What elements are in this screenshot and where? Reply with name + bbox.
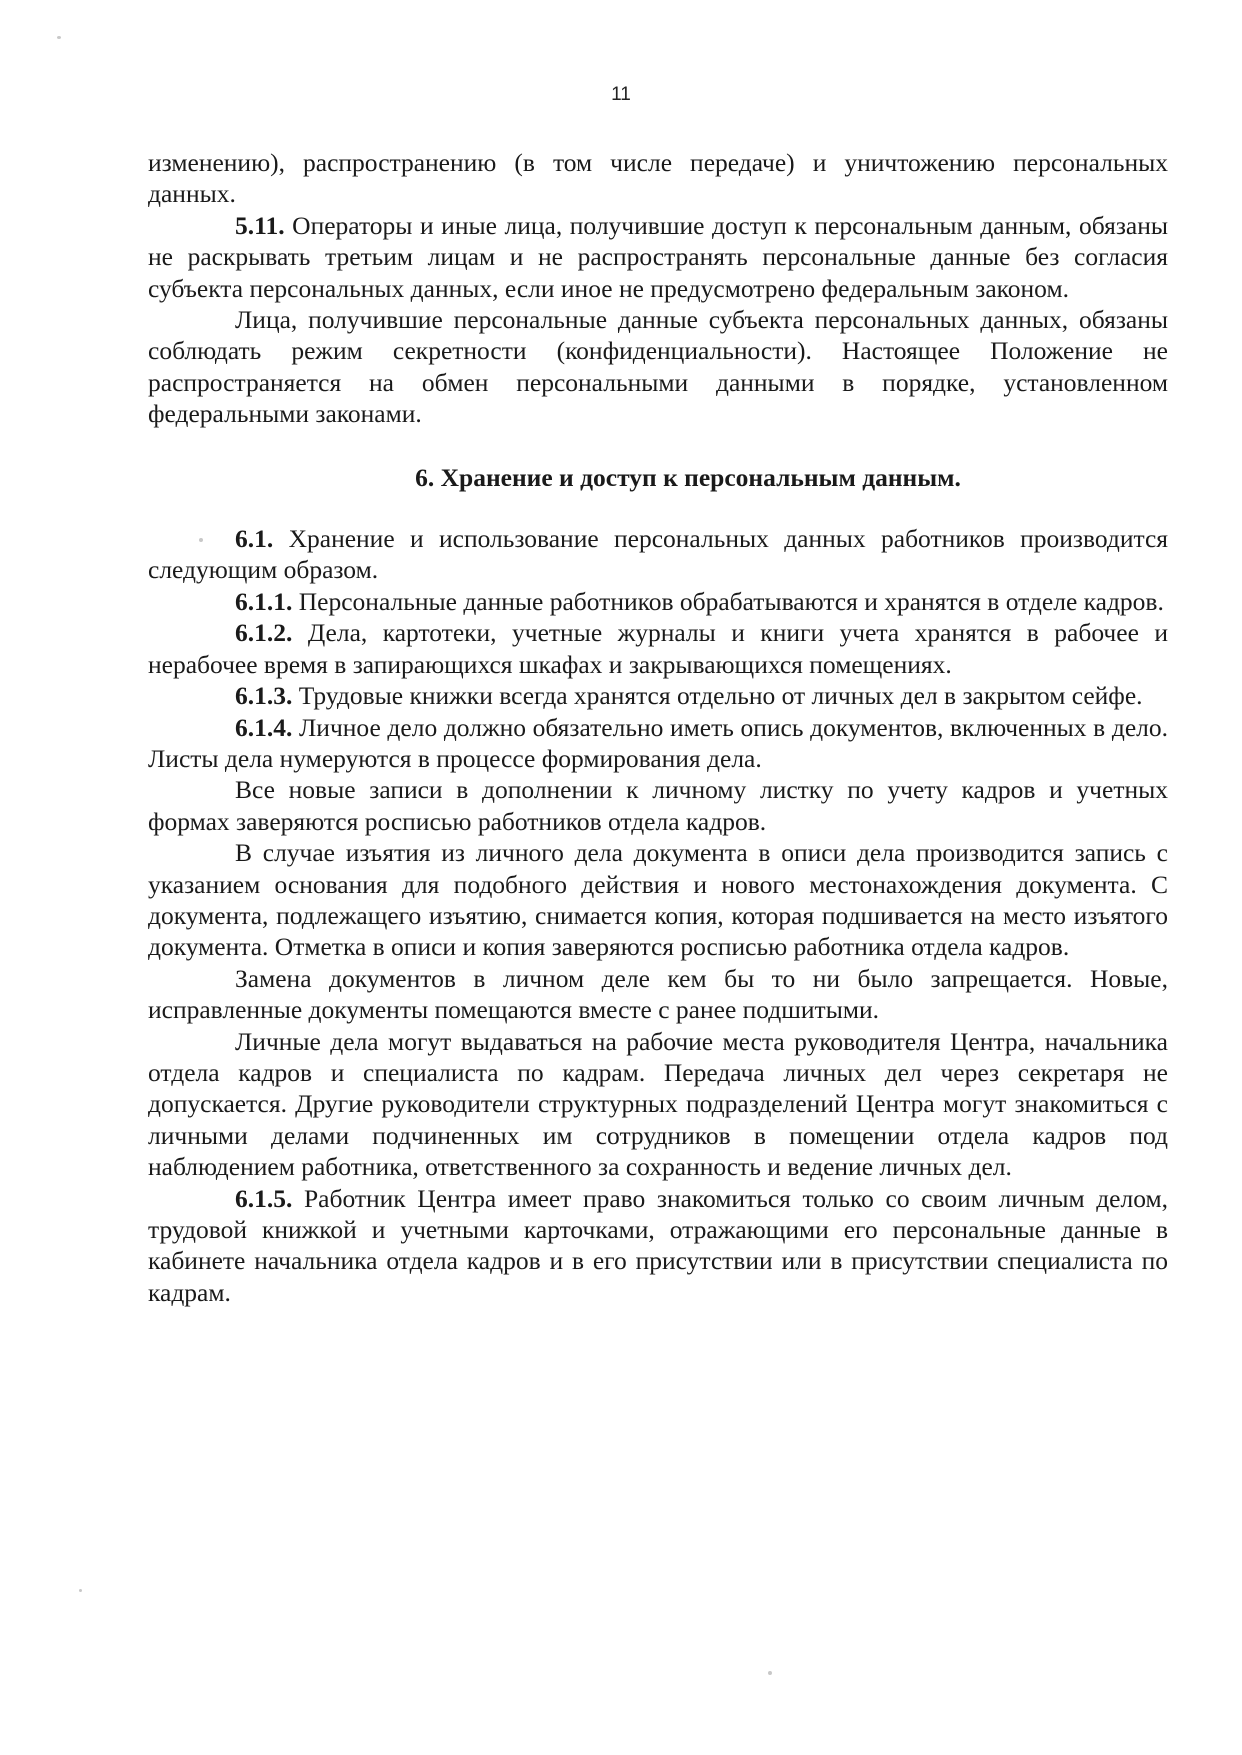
section-heading: 6. Хранение и доступ к персональным данным.	[415, 462, 961, 492]
paragraph-text: изменению), распространению (в том числе передаче) и уничтожению персональных данных.	[148, 148, 1168, 209]
paragraph	[148, 617, 1168, 680]
paragraph-text: Личные дела могут выдаваться на рабочие места руководителя Центра, начальника отдела кадров и специалиста по кадрам. Передача личных дел через секретаря не допускается. Другие руководители структурных подразделений Центра могут знакомиться с личными делами подчиненных им сотрудников в помещении отдела кадров под наблюдением работника, ответственного за сохранность и ведение личных дел.	[148, 1026, 1168, 1182]
scan-speck	[79, 1589, 82, 1592]
clause-number: 6.1.	[235, 524, 274, 554]
paragraph	[148, 963, 1168, 1026]
paragraph	[148, 680, 1168, 711]
page-number: 11	[611, 84, 631, 105]
paragraph	[148, 1026, 1168, 1183]
clause-number: 6.1.1.	[235, 586, 293, 616]
paragraph	[148, 304, 1168, 430]
paragraph	[148, 837, 1168, 963]
document-body	[148, 147, 1168, 1308]
paragraph-text: Трудовые книжки всегда хранятся отдельно от личных дел в закрытом сейфе.	[292, 681, 1143, 711]
paragraph	[148, 210, 1168, 304]
paragraph-text: Все новые записи в дополнении к личному листку по учету кадров и учетных формах заверяются росписью работников отдела кадров.	[148, 775, 1168, 836]
paragraph-text: Лица, получившие персональные данные субъекта персональных данных, обязаны соблюдать режим секретности (конфиденциальности). Настоящее Положение не распространяется на обмен персональными данными в порядке, установленном федеральными законами.	[148, 305, 1168, 429]
paragraph	[148, 147, 1168, 210]
scan-speck	[768, 1671, 772, 1675]
paragraph-text: Работник Центра имеет право знакомиться только со своим личным делом, трудовой книжкой и учетными карточками, отражающими его персональные данные в кабинете начальника отдела кадров и в его присутствии или в присутствии специалиста по кадрам.	[148, 1183, 1168, 1307]
paragraph-text: Операторы и иные лица, получившие доступ к персональным данным, обязаны не раскрывать третьим лицам и не распространять персональные данные без согласия субъекта персональных данных, если иное не предусмотрено федеральным законом.	[148, 210, 1168, 303]
paragraph	[148, 774, 1168, 837]
paragraph-text: Хранение и использование персональных данных работников производится следующим образом.	[148, 524, 1168, 585]
paragraph-text: Замена документов в личном деле кем бы то ни было запрещается. Новые, исправленные документы помещаются вместе с ранее подшитыми.	[148, 963, 1168, 1025]
paragraph-text: Дела, картотеки, учетные журналы и книги учета хранятся в рабочее и нерабочее время в запирающихся шкафах и закрывающихся помещениях.	[148, 618, 1168, 679]
clause-number: 6.1.2.	[235, 618, 293, 648]
paragraph	[148, 586, 1168, 617]
clause-number: 6.1.4.	[235, 712, 293, 742]
paragraph-text: Персональные данные работников обрабатываются и хранятся в отделе кадров.	[292, 586, 1164, 616]
clause-number: 6.1.3.	[235, 681, 293, 711]
paragraph-text: Личное дело должно обязательно иметь опись документов, включенных в дело. Листы дела нумеруются в процессе формирования дела.	[148, 712, 1168, 773]
clause-number: 6.1.5.	[235, 1183, 293, 1213]
paragraph-text: В случае изъятия из личного дела документа в описи дела производится запись с указанием основания для подобного действия и нового местонахождения документа. С документа, подлежащего изъятию, снимается копия, которая подшивается на место изъятого документа. Отметка в описи и копия заверяются росписью работника отдела кадров.	[148, 838, 1168, 962]
paragraph	[148, 523, 1168, 586]
paragraph	[148, 712, 1168, 775]
scan-speck	[57, 36, 61, 39]
clause-number: 5.11.	[235, 210, 285, 240]
paragraph	[148, 1183, 1168, 1309]
